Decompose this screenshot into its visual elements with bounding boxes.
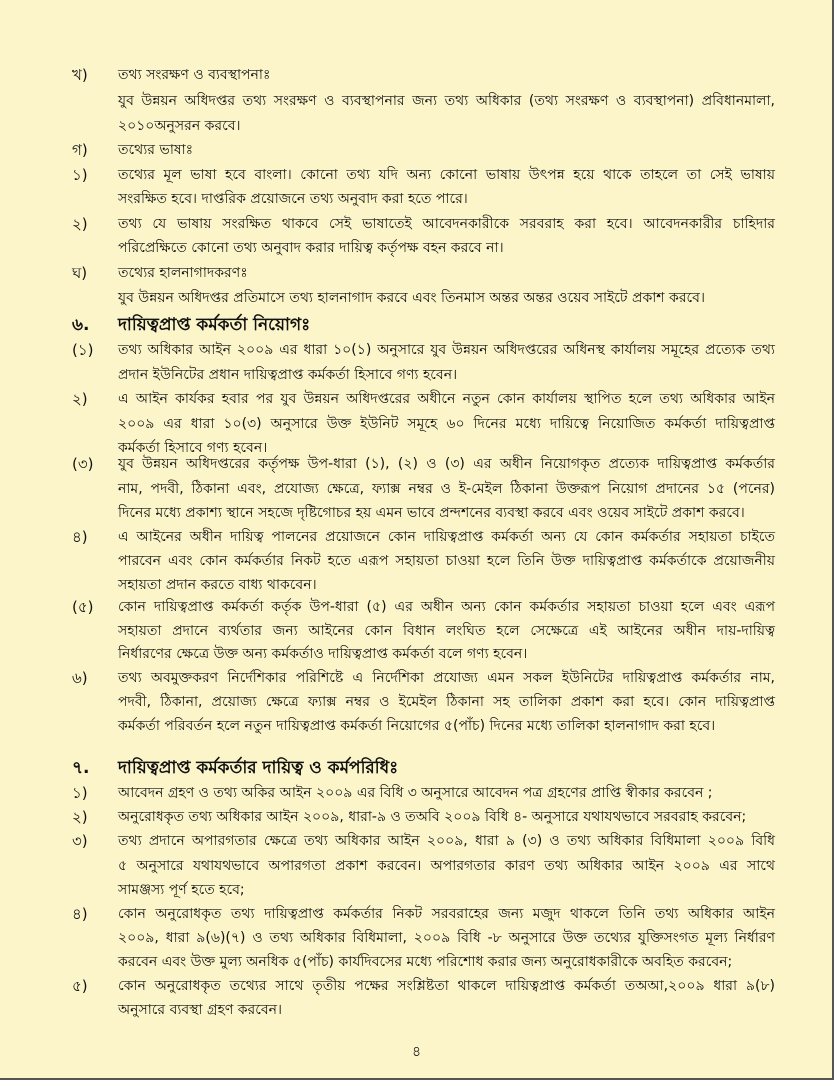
paragraph-line: তথ্য অধিকার আইন ২০০৯ এর ধারা ১০(১) অনুসারে যুব উন্নয়ন অধিদপ্তরের অধিনস্থ কার্যালয় সমূহের প্রত্যেক তথ্য xyxy=(118,342,775,358)
paragraph-line: কর্মকর্তা হিসাবে গণ্য হবেন। xyxy=(118,440,268,456)
paragraph-line: পরিপ্রেক্ষিতে কোনো তথ্য অনুবাদ করার দায়িত্ব কর্তৃপক্ষ বহন করবে না। xyxy=(118,240,504,256)
paragraph-line: নাম, পদবী, ঠিকানা এবং, প্রযোজ্য ক্ষেত্রে, ফ্যাক্স নম্বর ও ই-মেইল ঠিকানা উক্তরূপ নিয়োগ প্রদানের ১৫ (পনের) xyxy=(118,480,775,497)
paragraph-line: পারবেন এবং কোন কর্মকর্তার নিকট হতে এরূপ সহায়তা চাওয়া হলে তিনি উক্ত দায়িত্বপ্রাপ্ত কর্মকর্তাকে প্রয়োজনীয় xyxy=(118,553,775,569)
paragraph-line: কোন অনুরোধকৃত তথ্য দায়িত্বপ্রাপ্ত কর্মকর্তার নিকট সরবরাহের জন্য মজুদ থাকলে তিনি তথ্য অধিকার আইন xyxy=(118,906,775,922)
paragraph-line: প্রদান ইউনিটের প্রধান দায়িত্বপ্রাপ্ত কর্মকর্তা হিসাবে গণ্য হবেন। xyxy=(118,367,458,383)
paragraph-line: অনুসারে ব্যবস্থা গ্রহণ করবেন। xyxy=(118,1002,283,1018)
paragraph-line: পদবী, ঠিকানা, প্রয়োজ্য ক্ষেত্রে ফ্যাক্স নম্বর ও ইমেইল ঠিকানা সহ তালিকা প্রকাশ করা হবে। কোন দায়িত্বপ্রাপ্ত xyxy=(118,694,775,710)
page-number: ৪ xyxy=(412,1044,422,1060)
item-number: ২) xyxy=(72,215,88,233)
paragraph-line: অনুরোধকৃত তথ্য অধিকার আইন ২০০৯, ধারা-৯ ও তঅবি ২০০৯ বিধি ৪- অনুসারে যথাযথভাবে সরবরাহ করবেন; xyxy=(118,809,747,825)
item-number: ৫) xyxy=(72,977,88,995)
item-number: ৭. xyxy=(72,758,90,778)
paragraph-line: কোন দায়িত্বপ্রাপ্ত কর্মকর্তা কর্তৃক উপ-ধারা (৫) এর অধীন অন্য কোন কর্মকর্তার সহায়তা চাওয়া হলে এবং এরূপ xyxy=(118,599,775,615)
item-number: (৫) xyxy=(72,598,94,616)
item-number: ২) xyxy=(72,808,88,826)
item-number: ৩) xyxy=(72,832,88,850)
paragraph-line: তথ্য অবমুক্তকরণ নির্দেশিকার পরিশিষ্টে এ নির্দেশিকা প্রযোজ্য এমন সকল ইউনিটের দায়িত্বপ্রাপ্ত কর্মকর্তার নাম, xyxy=(118,670,775,686)
paragraph-line: আবেদন গ্রহণ ও তথ্য অকির আইন ২০০৯ এর বিধি ৩ অনুসারে আবেদন পত্র গ্রহণের প্রাপ্তি স্বীকার করবেন ; xyxy=(118,785,713,801)
item-number: ৬. xyxy=(72,315,90,335)
paragraph-line: দিনের মধ্যে প্রকাশ্য স্থানে সহজে দৃষ্টিগোচর হয় এমন ভাবে প্রন্দশনের ব্যবস্থা করবে এবং ওয়েব সাইটে প্রকাশ করবে। xyxy=(118,505,745,521)
paragraph-line: ২০০৯ এর ধারা ১০(৩) অনুসারে উক্ত ইউনিট সমূহে ৬০ দিনের মধ্যে দায়িত্বে নিয়োজিত কর্মকর্তা দায়িত্বপ্রাপ্ত xyxy=(118,415,775,432)
item-number: ৬) xyxy=(72,669,88,687)
item-number: ১) xyxy=(72,784,88,802)
item-number: ১) xyxy=(72,166,88,184)
paragraph-line: ৫ অনুসারে যথাযথভাবে অপারগতা প্রকাশ করবেন। অপারগতার কারণ তথ্য অধিকার আইন ২০০৯ এর সাথে xyxy=(118,857,775,874)
section-heading: দায়িত্বপ্রাপ্ত কর্মকর্তা নিয়োগঃ xyxy=(118,315,311,335)
paragraph-line: সহায়তা প্রদানে ব্যর্থতার জন্য আইনের কোন বিধান লংঘিত হলে সেক্ষেত্রে এই আইনের অধীন দায়-দায়িত্ব xyxy=(118,622,775,639)
paragraph-line: এ আইন কার্যকর হবার পর যুব উন্নয়ন অধিদপ্তরের অধীনে নতুন কোন কার্যালয় স্থাপিত হলে তথ্য অধিকার আইন xyxy=(118,391,775,407)
section-heading: দায়িত্বপ্রাপ্ত কর্মকর্তার দায়িত্ব ও কর্মপরিধিঃ xyxy=(118,758,399,778)
paragraph-line: ২০০৯, ধারা ৯(৬)(৭) ও তথ্য অধিকার বিধিমালা, ২০০৯ বিধি -৮ অনুসারে উক্ত তথ্যের যুক্তিসংগত মূল্য নির্ধারণ xyxy=(118,930,775,946)
paragraph-line: এ আইনের অধীন দায়িত্ব পালনের প্রয়োজনে কোন দায়িত্বপ্রাপ্ত কর্মকর্তা অন্য যে কোন কর্মকর্তার সহায়তা চাইতে xyxy=(118,529,775,545)
item-number: (৩) xyxy=(72,455,94,473)
item-number: ২) xyxy=(72,390,88,408)
paragraph-line: সংরক্ষিত হবে। দাপ্তরিক প্রয়োজনে তথ্য অনুবাদ করা হতে পারে। xyxy=(118,191,468,207)
paragraph-line: নির্ধারণের ক্ষেত্রে উক্ত অন্য কর্মকর্তাও দায়িত্বপ্রাপ্ত কর্মকর্তা বলে গণ্য হবেন। xyxy=(118,646,528,662)
item-number: খ) xyxy=(72,66,88,84)
paragraph-line: যুব উন্নয়ন অধিদপ্তর প্রতিমাসে তথ্য হালনাগাদ করবে এবং তিনমাস অন্তর অন্তর ওয়েব সাইটে প্রকাশ করবে। xyxy=(118,290,705,306)
paragraph-line: সহায়তা প্রদান করতে বাধ্য থাকবেন। xyxy=(118,577,317,593)
paragraph-line: তথ্যের মূল ভাষা হবে বাংলা। কোনো তথ্য যদি অন্য কোনো ভাষায় উৎপন্ন হয়ে থাকে তাহলে তা সেই ভাষায় xyxy=(118,167,775,183)
paragraph-line: তথ্য সংরক্ষণ ও ব্যবস্থাপনাঃ xyxy=(118,67,271,83)
item-number: ৪) xyxy=(72,528,88,546)
paragraph-line: যুব উন্নয়ন অধিদপ্তরের কর্তৃপক্ষ উপ-ধারা (১), (২) ও (৩) এর অধীন নিয়োগকৃত প্রত্যেক দায়িত্বপ্রাপ্ত কর্মকর্তার xyxy=(118,456,775,472)
paragraph-line: কোন অনুরোধকৃত তথ্যের সাথে তৃতীয় পক্ষের সংশ্লিষ্টতা থাকলে দায়িত্বপ্রাপ্ত কর্মকর্তা তঅআ,২০০৯ ধারা ৯(৮) xyxy=(118,978,775,994)
item-number: ঘ) xyxy=(72,264,88,282)
item-number: গ) xyxy=(72,141,88,159)
paragraph-line: তথ্য যে ভাষায় সংরক্ষিত থাকবে সেই ভাষাতেই আবেদনকারীকে সরবরাহ করা হবে। আবেদনকারীর চাহিদার xyxy=(118,216,775,232)
paragraph-line: যুব উন্নয়ন অধিদপ্তর তথ্য সংরক্ষণ ও ব্যবস্থাপনার জন্য তথ্য অধিকার (তথ্য সংরক্ষণ ও ব্যবস্থাপনা) প্রবিধানমালা, xyxy=(118,93,775,109)
paragraph-line: তথ্যের ভাষাঃ xyxy=(118,142,194,158)
paragraph-line: ২০১০অনুসরন করবে। xyxy=(118,117,241,134)
paragraph-line: সামঞ্জস্য পূর্ণ হতে হবে; xyxy=(118,882,245,898)
paragraph-line: তথ্য প্রদানে অপারগতার ক্ষেত্রে তথ্য অধিকার আইন ২০০৯, ধারা ৯ (৩) ও তথ্য অধিকার বিধিমালা ২০০৯ বিধি xyxy=(118,833,775,849)
paragraph-line: কর্মকর্তা পরিবর্তন হলে নতুন দায়িত্বপ্রাপ্ত কর্মকর্তা নিয়োগের ৫(পাঁচ) দিনের মধ্যে তালিকা হালনাগাদ করা হবে। xyxy=(118,718,716,734)
item-number: (১) xyxy=(72,341,94,359)
paragraph-line: করবেন এবং উক্ত মুল্য অনধিক ৫(পাঁচ) কার্যদিবসের মধ্যে পরিশোধ করার জন্য অনুরোধকারীকে অবহিত করবেন; xyxy=(118,954,733,970)
paragraph-line: তথ্যের হালনাগাদকরণঃ xyxy=(118,265,248,281)
item-number: ৪) xyxy=(72,905,88,923)
